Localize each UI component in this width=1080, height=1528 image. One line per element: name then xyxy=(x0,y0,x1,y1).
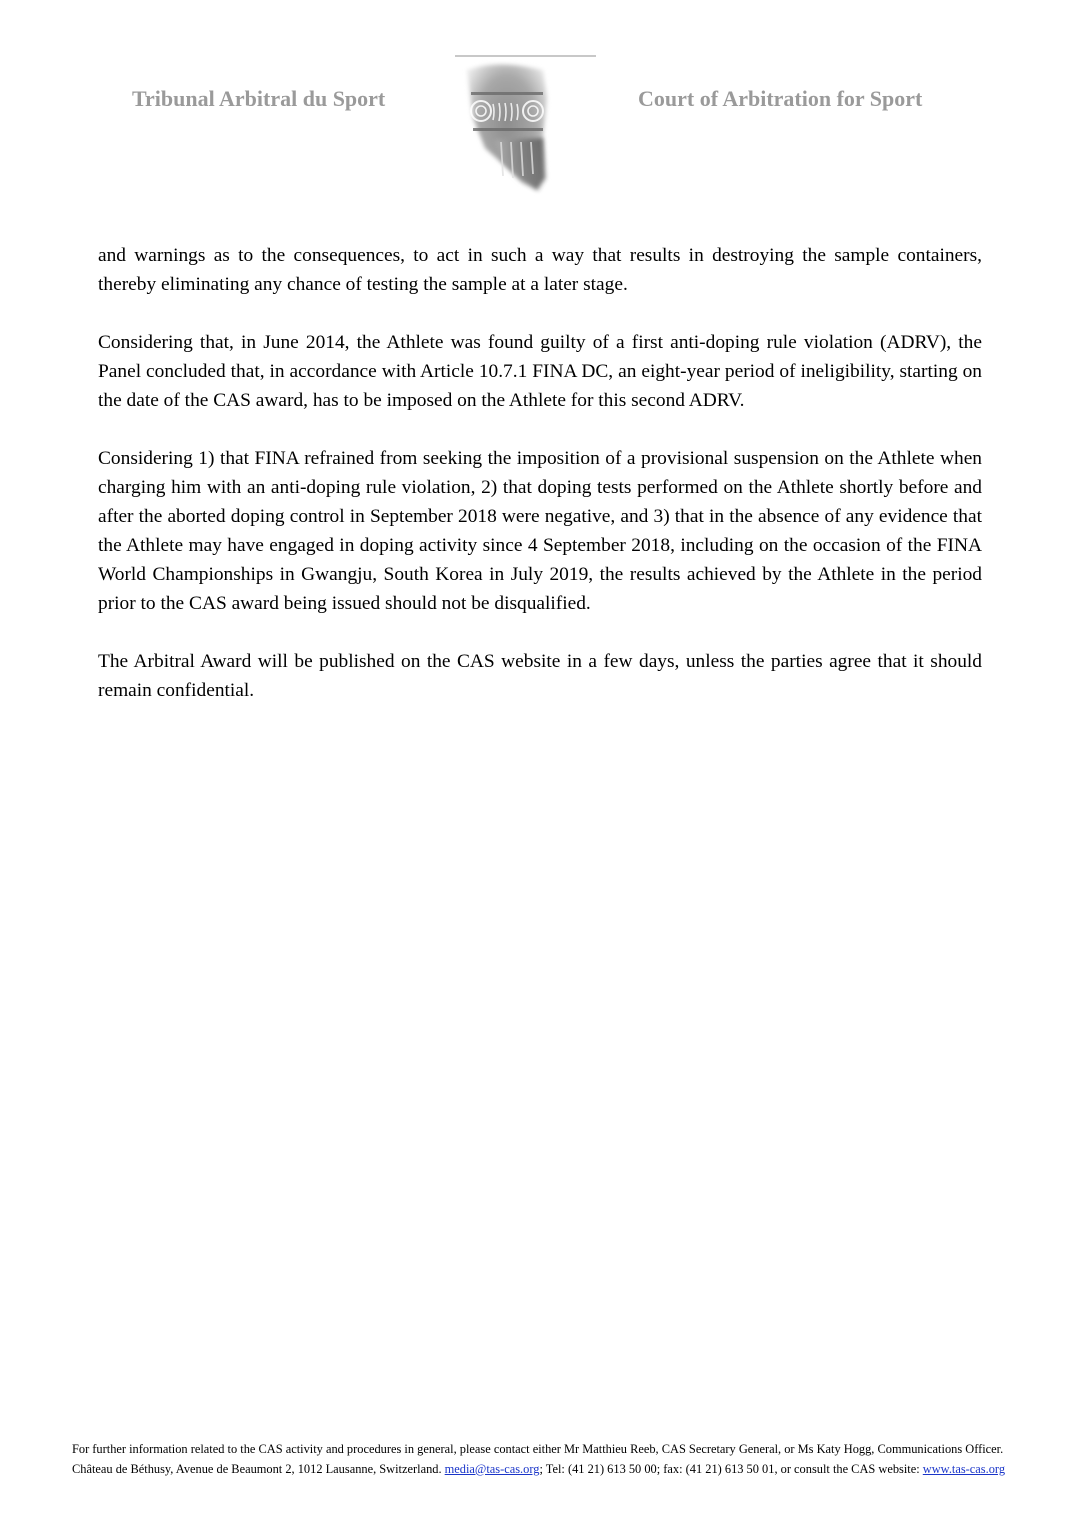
paragraph-ineligibility-period: Considering that, in June 2014, the Athlete was found guilty of a first anti-doping rule violation (ADRV), the Panel concluded that, in accordance with Article 10.7.1 FINA DC, an eight-year period of ineligibility, starting on the date of the CAS award, has to be imposed on the Athlete for this second ADRV. xyxy=(98,332,982,411)
header-title-french: Tribunal Arbitral du Sport xyxy=(132,86,386,111)
footer-contact-text: For further information related to the CAS activity and procedures in general, please contact either Mr Matthieu Reeb, CAS Secretary General, or Ms Katy Hogg, Communications Officer. Château de Béthusy, Avenue de Beaumont 2, 1012 Lausanne, Switzerland. xyxy=(72,1442,1004,1476)
paragraph-results-not-disqualified: Considering 1) that FINA refrained from seeking the imposition of a provisional suspension on the Athlete when charging him with an anti-doping rule violation, 2) that doping tests performed on the Athlete shortly before and after the aborted doping control in September 2018 were negative, and 3) that in the absence of any evidence that the Athlete may have engaged in doping activity since 4 September 2018, including on the occasion of the FINA World Championships in Gwangju, South Korea in July 2019, the results achieved by the Athlete in the period prior to the CAS award being issued should not be disqualified. xyxy=(98,448,982,614)
header-rule xyxy=(455,55,596,57)
header-title-english: Court of Arbitration for Sport xyxy=(638,86,923,111)
media-email-link[interactable]: media@tas-cas.org xyxy=(444,1461,540,1476)
contact-footer xyxy=(72,1440,1016,1479)
ionic-column-capital-logo-icon xyxy=(455,58,596,198)
cas-website-link[interactable]: www.tas-cas.org xyxy=(922,1461,1006,1476)
footer-phone-text: ; Tel: (41 21) 613 50 00; fax: (41 21) 613 50 01, or consult the CAS website: xyxy=(539,1461,923,1476)
press-release-body xyxy=(98,241,982,734)
paragraph-sample-containers: and warnings as to the consequences, to act in such a way that results in destroying the sample containers, thereby eliminating any chance of testing the sample at a later stage. xyxy=(98,245,982,295)
paragraph-award-publication: The Arbitral Award will be published on the CAS website in a few days, unless the parties agree that it should remain confidential. xyxy=(98,651,982,701)
